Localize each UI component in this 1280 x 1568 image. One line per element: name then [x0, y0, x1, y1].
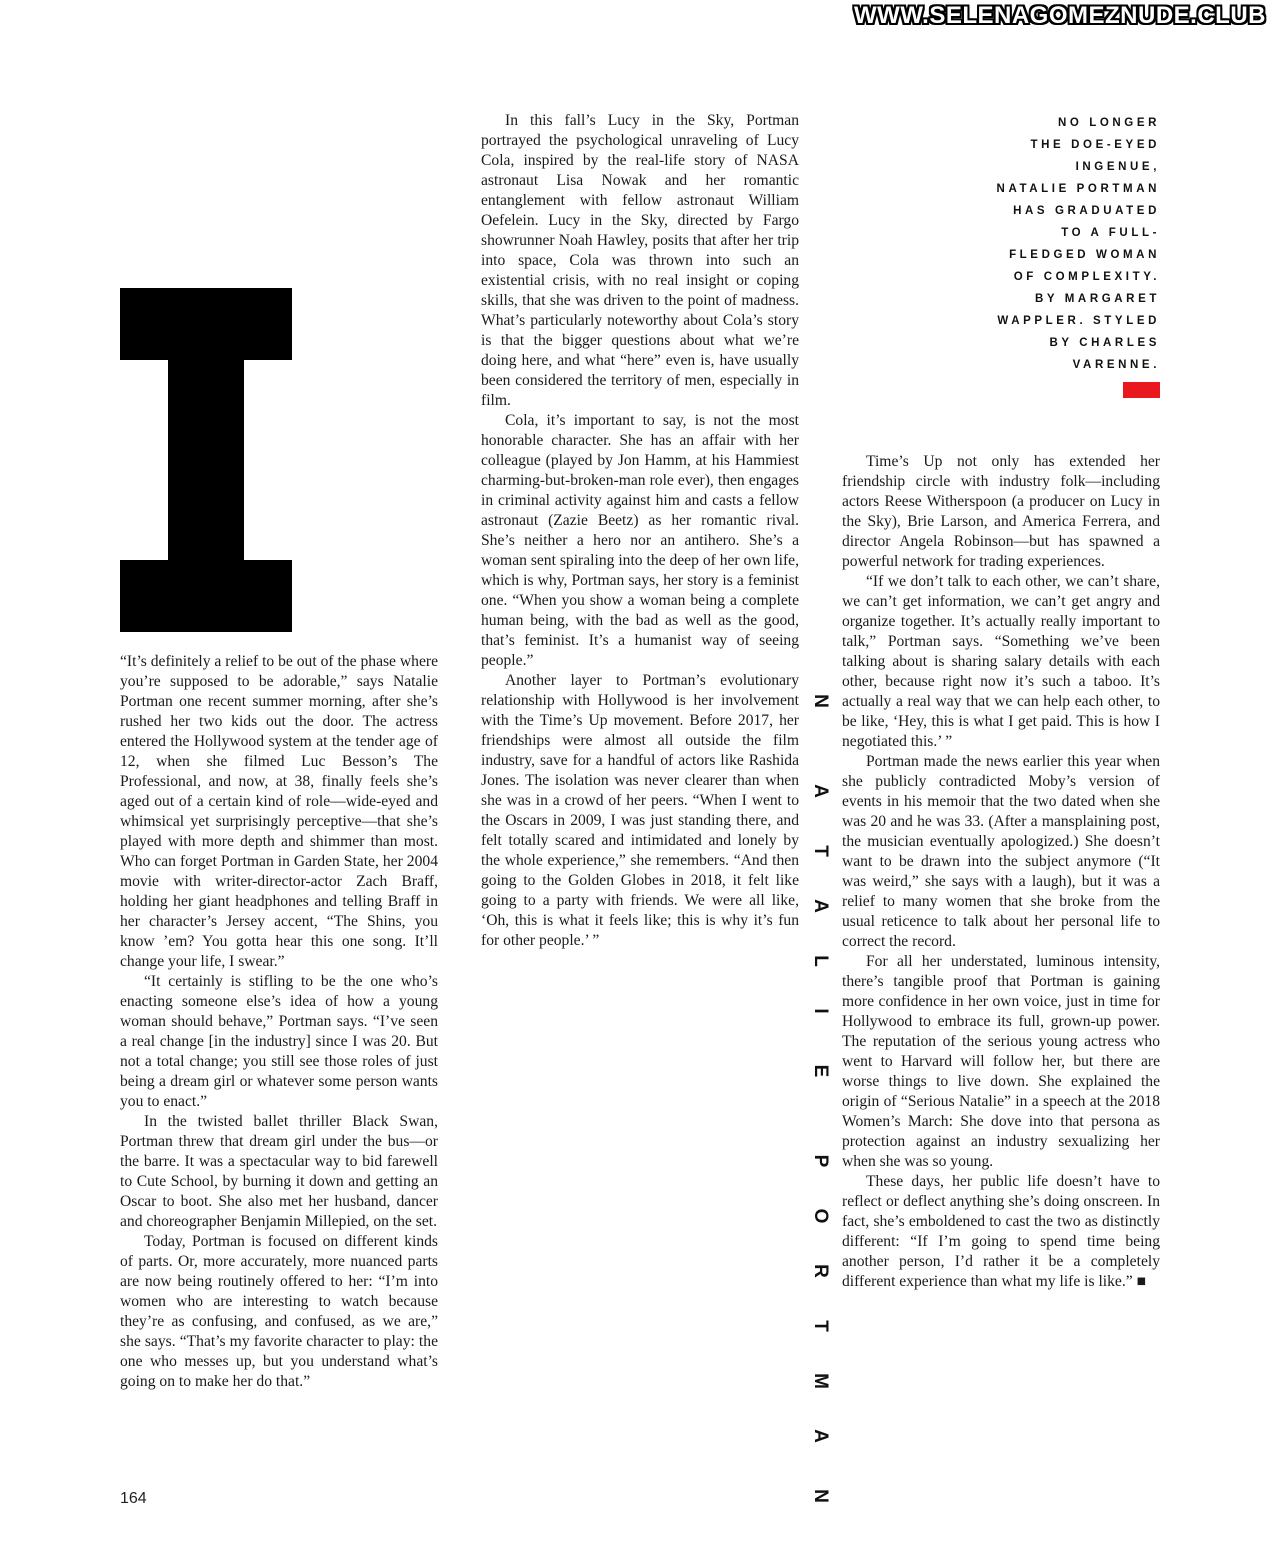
article-column-3 — [842, 452, 1160, 1292]
deck-line: NATALIE PORTMAN — [996, 183, 1160, 195]
paragraph: In the twisted ballet thriller Black Swan, Portman threw that dream girl under the bus—or the barre. It was a spectacular way to bid farewell to Cute School, by burning it down and getting an Oscar to boot. She also met her husband, dancer and choreographer Benjamin Millepied, on the set. — [120, 1113, 438, 1230]
vertical-name-letter: A — [810, 784, 831, 798]
vertical-name-letter: E — [810, 1064, 831, 1078]
paragraph: Cola, it’s important to say, is not the most honorable character. She has an affair with her colleague (played by Jon Hamm, at his Hammiest charming-but-broken-man role ever), then engages in criminal activity against him and casts a fellow astronaut (Zazie Beetz) as her romantic rival. She’s neither a hero nor an antihero. She’s a woman sent spiraling into the deep of her own life, which is why, Portman says, her story is a feminist one. “When you show a woman being a complete human being, with the bad as well as the good, that’s feminist. It’s a humanist way of seeing people.” — [481, 412, 799, 669]
paragraph: “If we don’t talk to each other, we can’t share, we can’t get information, we can’t get angry and organize together. It’s actually really important to talk,” Portman says. “Something we’ve been talking about is sharing salary details with each other, because right now it’s such a taboo. It’s actually a real way that we can help each other, to be like, ‘Hey, this is what I get paid. This is how I negotiated this.’ ” — [842, 573, 1160, 750]
watermark: WWW.SELENAGOMEZNUDE.CLUB — [854, 2, 1266, 29]
vertical-name-letter: A — [810, 899, 831, 913]
paragraph: In this fall’s Lucy in the Sky, Portman portrayed the psychological unraveling of Lucy Cola, inspired by the real-life story of NASA astronaut Lisa Nowak and her romantic entanglement with fellow astronaut William Oefelein. Lucy in the Sky, directed by Fargo showrunner Noah Hawley, posits that after her trip into space, Cola was thrown into such an existential crisis, with no real insight or coping skills, that she was driven to the point of madness. What’s particularly noteworthy about Cola’s story is that the bigger questions about what we’re doing here, and what “here” even is, have usually been considered the territory of men, especially in film. — [481, 112, 799, 409]
paragraph: Time’s Up not only has extended her friendship circle with industry folk—including actors Reese Witherspoon (a producer on Lucy in the Sky), Brie Larson, and America Ferrera, and director Angela Robinson—but has spawned a powerful network for trading experiences. — [842, 453, 1160, 570]
vertical-name-letter: I — [810, 1008, 831, 1014]
vertical-name-letter: R — [810, 1264, 831, 1278]
paragraph: For all her understated, luminous intensity, there’s tangible proof that Portman is gaining more confidence in her own voice, just in time for Hollywood to embrace its full, grown-up power. The reputation of the serious young actress who went to Harvard will follow her, but there are worse things to live down. She explained the origin of “Serious Natalie” in a speech at the 2018 Women’s March: She dove into that persona as protection against an industry sexualizing her when she was so young. — [842, 953, 1160, 1170]
article-deck — [960, 112, 1160, 376]
page-number: 164 — [120, 1490, 147, 1507]
paragraph: These days, her public life doesn’t have to reflect or deflect anything she’s doing onscreen. In fact, she’s emboldened to cast the two as distinctly different: “If I’m going to spend time being another person, I’d rather it be a completely different experience than what my life is like.” ■ — [842, 1173, 1160, 1290]
deck-line: VARENNE. — [1072, 359, 1160, 371]
deck-line: FLEDGED WOMAN — [1009, 249, 1160, 261]
paragraph: “It certainly is stifling to be the one who’s enacting someone else’s idea of how a young woman should behave,” Portman says. “I’ve seen a real change [in the industry] since I was 20. But not a total change; you still see those roles of just being a dream girl or whatever some person wants you to enact.” — [120, 973, 438, 1110]
deck-line: TO A FULL- — [1061, 227, 1160, 239]
deck-line: THE DOE-EYED — [1030, 139, 1160, 151]
article-column-2 — [481, 111, 799, 951]
deck-line: BY CHARLES — [1049, 337, 1160, 349]
vertical-name-letter: N — [810, 694, 831, 708]
vertical-name-letter: A — [810, 1429, 831, 1443]
deck-line: NO LONGER — [1057, 117, 1160, 129]
vertical-name-letter: T — [810, 845, 831, 857]
paragraph: “It’s definitely a relief to be out of the phase where you’re supposed to be adorable,” says Natalie Portman one recent summer morning, after she’s rushed her two kids out the door. The actress entered the Hollywood system at the tender age of 12, when she filmed Luc Besson’s The Professional, and now, at 38, finally feels she’s aged out of a certain kind of role—wide-eyed and whimsical yet surprisingly perceptive—that she’s played with more depth and shimmer than most. Who can forget Portman in Garden State, her 2004 movie with writer-director-actor Zach Braff, holding her giant headphones and telling Braff in her character’s Jersey accent, “The Shins, you know ’em? You gotta hear this one song. It’ll change your life, I swear.” — [120, 653, 438, 970]
vertical-name-letter: L — [810, 955, 831, 967]
deck-line: BY MARGARET — [1034, 293, 1160, 305]
vertical-name-letter: O — [810, 1208, 831, 1224]
deck-line: HAS GRADUATED — [1013, 205, 1160, 217]
paragraph: Another layer to Portman’s evolutionary relationship with Hollywood is her involvement with the Time’s Up movement. Before 2017, her friendships were almost all outside the film industry, save for a handful of actors like Rashida Jones. The isolation was never clearer than when she was in a crowd of her peers. “When I went to the Oscars in 2009, I was just standing there, and felt totally scared and intimidated and lonely by the whole experience,” she remembers. “And then going to the Golden Globes in 2018, it felt like going to a party with friends. We were all like, ‘Oh, this is what it feels like; this is why it’s fun for other people.’ ” — [481, 672, 799, 949]
article-column-1 — [120, 652, 438, 1392]
vertical-name-letter: M — [810, 1373, 831, 1389]
deck-line: INGENUE, — [1075, 161, 1160, 173]
deck-line: WAPPLER. STYLED — [997, 315, 1160, 327]
deck-line: OF COMPLEXITY. — [1013, 271, 1160, 283]
vertical-name-letter: N — [810, 1489, 831, 1503]
paragraph: Today, Portman is focused on different kinds of parts. Or, more accurately, more nuanced parts are now being routinely offered to her: “I’m into women who are interesting to watch because they’re as confusing, and confused, as we are,” she says. “That’s my favorite character to play: the one who messes up, but you understand what’s going on to make her do that.” — [120, 1233, 438, 1390]
drop-cap-letter — [120, 288, 292, 632]
accent-red-bar — [1123, 382, 1160, 398]
vertical-name-letter: T — [810, 1320, 831, 1332]
paragraph: Portman made the news earlier this year when she publicly contradicted Moby’s version of events in his memoir that the two dated when she was 20 and he was 33. (After a mansplaining post, the musician eventually apologized.) She doesn’t want to be drawn into the subject anymore (“It was weird,” she says with a laugh), but it was a relief to many women that she broke from the usual reticence to talk about her personal life to correct the record. — [842, 753, 1160, 950]
vertical-name-letter: P — [810, 1154, 831, 1168]
